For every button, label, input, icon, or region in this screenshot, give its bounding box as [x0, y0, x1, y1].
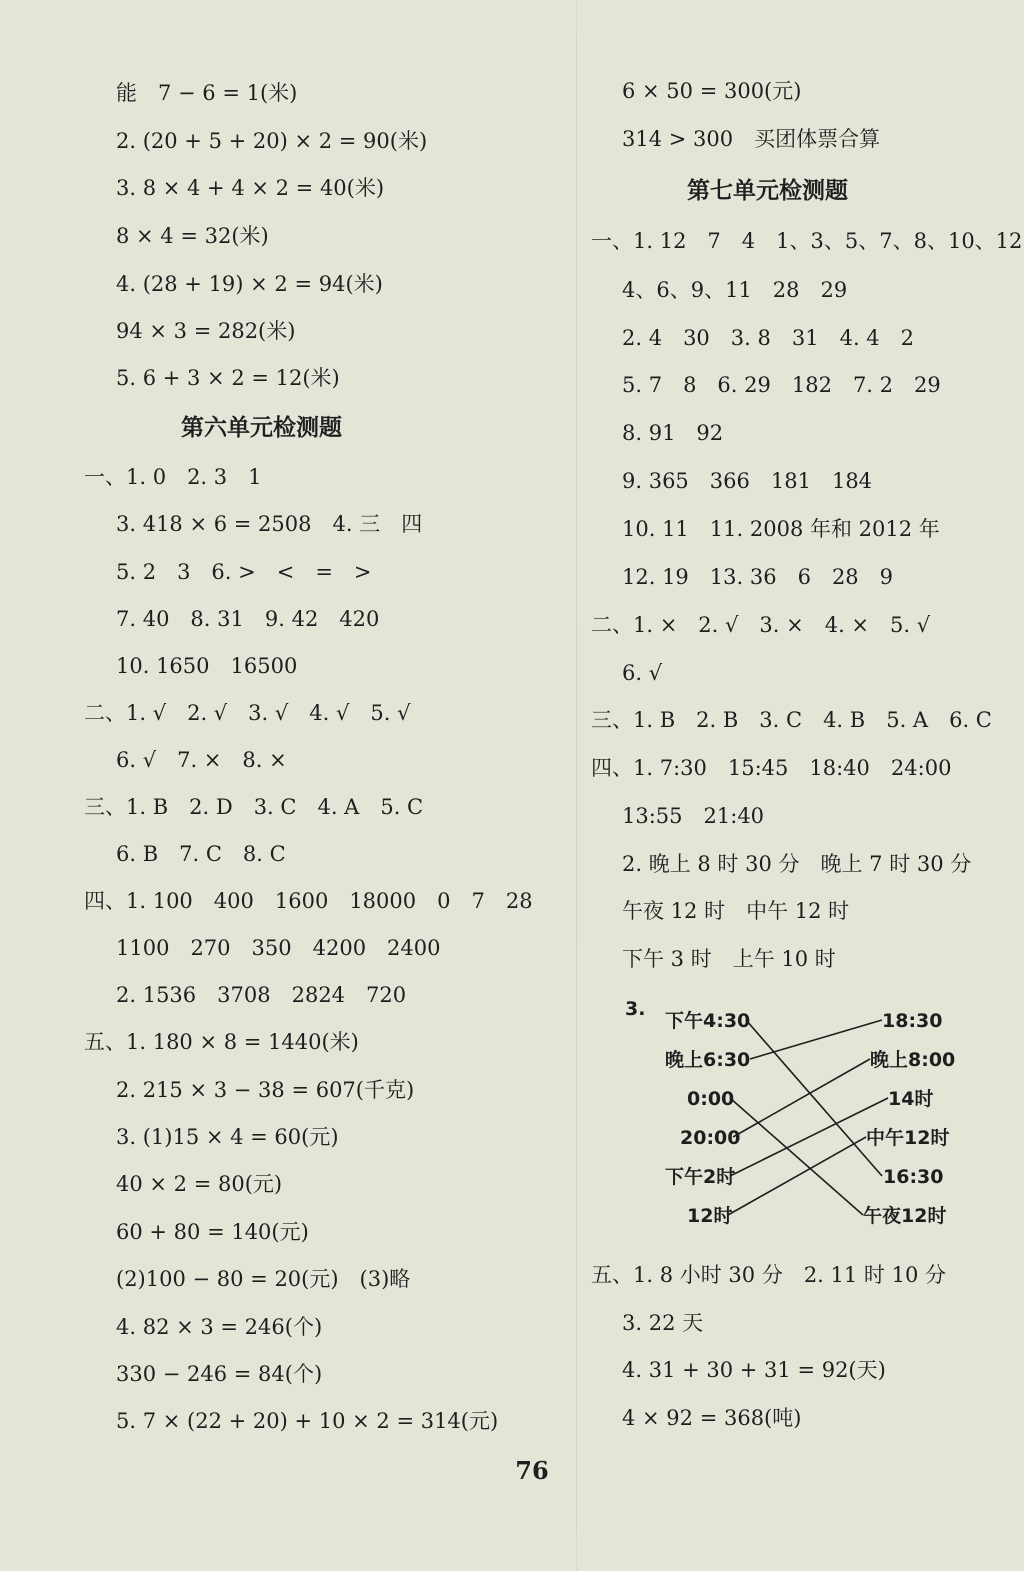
match-line-1	[746, 1020, 882, 1176]
match-left-1: 下午4:30	[665, 1010, 751, 1032]
s6-line-16: 40 × 2 = 80(元)	[116, 1172, 283, 1196]
match-left-6: 12时	[687, 1205, 733, 1227]
s7-after-2: 3. 22 天	[622, 1311, 704, 1335]
s7-after-3: 4. 31 + 30 + 31 = 92(天)	[622, 1358, 886, 1382]
s6-line-21: 5. 7 × (22 + 20) + 10 × 2 = 314(元)	[116, 1409, 499, 1433]
left-line-7: 5. 6 + 3 × 2 = 12(米)	[116, 366, 340, 390]
matching-number: 3.	[625, 998, 646, 1020]
s7-line-16: 下午 3 时 上午 10 时	[622, 947, 836, 971]
page-fold	[576, 0, 577, 1571]
s6-line-14: 2. 215 × 3 − 38 = 607(千克)	[116, 1078, 415, 1102]
s6-line-11: 1100 270 350 4200 2400	[116, 936, 441, 960]
s7-line-1: 一、1. 12 7 4 1、3、5、7、8、10、12	[591, 229, 1023, 253]
time-matching-diagram	[620, 995, 1000, 1235]
s6-line-9: 6. B 7. C 8. C	[116, 842, 286, 866]
s6-line-15: 3. (1)15 × 4 = 60(元)	[116, 1125, 339, 1149]
s6-line-10: 四、1. 100 400 1600 18000 0 7 28	[84, 889, 533, 913]
s6-line-6: 二、1. √ 2. √ 3. √ 4. √ 5. √	[84, 701, 411, 725]
left-line-4: 8 × 4 = 32(米)	[116, 224, 269, 248]
s7-line-15: 午夜 12 时 中午 12 时	[622, 899, 850, 923]
s6-line-5: 10. 1650 16500	[116, 654, 298, 678]
s7-line-4: 5. 7 8 6. 29 182 7. 2 29	[622, 373, 941, 397]
section6-title: 第六单元检测题	[181, 415, 342, 441]
match-left-5: 下午2时	[665, 1166, 736, 1188]
match-left-3: 0:00	[687, 1088, 735, 1110]
s7-line-8: 12. 19 13. 36 6 28 9	[622, 565, 894, 589]
left-line-1: 能 7 − 6 = 1(米)	[116, 81, 298, 105]
match-line-4	[733, 1059, 870, 1137]
right-line-2: 314 > 300 买团体票合算	[622, 127, 881, 151]
s7-line-14: 2. 晚上 8 时 30 分 晚上 7 时 30 分	[622, 852, 972, 876]
s6-line-2: 3. 418 × 6 = 2508 4. 三 四	[116, 512, 423, 536]
match-right-6: 午夜12时	[863, 1205, 947, 1227]
match-line-5	[730, 1098, 888, 1176]
match-right-5: 16:30	[883, 1166, 944, 1188]
s7-line-10: 6. √	[622, 661, 663, 685]
match-right-1: 18:30	[882, 1010, 943, 1032]
s7-line-5: 8. 91 92	[622, 421, 724, 445]
s6-line-20: 330 − 246 = 84(个)	[116, 1362, 323, 1386]
match-line-2	[750, 1020, 882, 1059]
left-line-3: 3. 8 × 4 + 4 × 2 = 40(米)	[116, 176, 385, 200]
s6-line-19: 4. 82 × 3 = 246(个)	[116, 1315, 323, 1339]
s7-after-4: 4 × 92 = 368(吨)	[622, 1406, 802, 1430]
match-line-3	[730, 1098, 863, 1215]
s7-line-11: 三、1. B 2. B 3. C 4. B 5. A 6. C	[591, 708, 992, 732]
match-right-2: 晚上8:00	[870, 1049, 956, 1071]
match-left-2: 晚上6:30	[665, 1049, 751, 1071]
s6-line-3: 5. 2 3 6. > < = >	[116, 560, 372, 584]
s6-line-17: 60 + 80 = 140(元)	[116, 1220, 309, 1244]
match-left-4: 20:00	[680, 1127, 741, 1149]
match-right-3: 14时	[888, 1088, 934, 1110]
s7-line-6: 9. 365 366 181 184	[622, 469, 873, 493]
s7-line-2: 4、6、9、11 28 29	[622, 278, 848, 302]
s6-line-12: 2. 1536 3708 2824 720	[116, 983, 407, 1007]
left-line-5: 4. (28 + 19) × 2 = 94(米)	[116, 272, 383, 296]
s6-line-18: (2)100 − 80 = 20(元) (3)略	[116, 1267, 411, 1291]
section7-title: 第七单元检测题	[687, 178, 848, 204]
s6-line-1: 一、1. 0 2. 3 1	[84, 465, 262, 489]
page-number: 76	[515, 1456, 549, 1485]
match-line-6	[728, 1137, 866, 1215]
s6-line-7: 6. √ 7. × 8. ×	[116, 748, 287, 772]
s7-line-7: 10. 11 11. 2008 年和 2012 年	[622, 517, 940, 541]
left-line-6: 94 × 3 = 282(米)	[116, 319, 296, 343]
s7-line-9: 二、1. × 2. √ 3. × 4. × 5. √	[591, 613, 931, 637]
left-line-2: 2. (20 + 5 + 20) × 2 = 90(米)	[116, 129, 428, 153]
s7-line-13: 13:55 21:40	[622, 804, 765, 828]
s6-line-8: 三、1. B 2. D 3. C 4. A 5. C	[84, 795, 424, 819]
s7-after-1: 五、1. 8 小时 30 分 2. 11 时 10 分	[591, 1263, 946, 1287]
match-right-4: 中午12时	[866, 1127, 950, 1149]
s6-line-4: 7. 40 8. 31 9. 42 420	[116, 607, 380, 631]
s7-line-3: 2. 4 30 3. 8 31 4. 4 2	[622, 326, 915, 350]
s6-line-13: 五、1. 180 × 8 = 1440(米)	[84, 1030, 359, 1054]
right-line-1: 6 × 50 = 300(元)	[622, 79, 802, 103]
s7-line-12: 四、1. 7:30 15:45 18:40 24:00	[591, 756, 952, 780]
